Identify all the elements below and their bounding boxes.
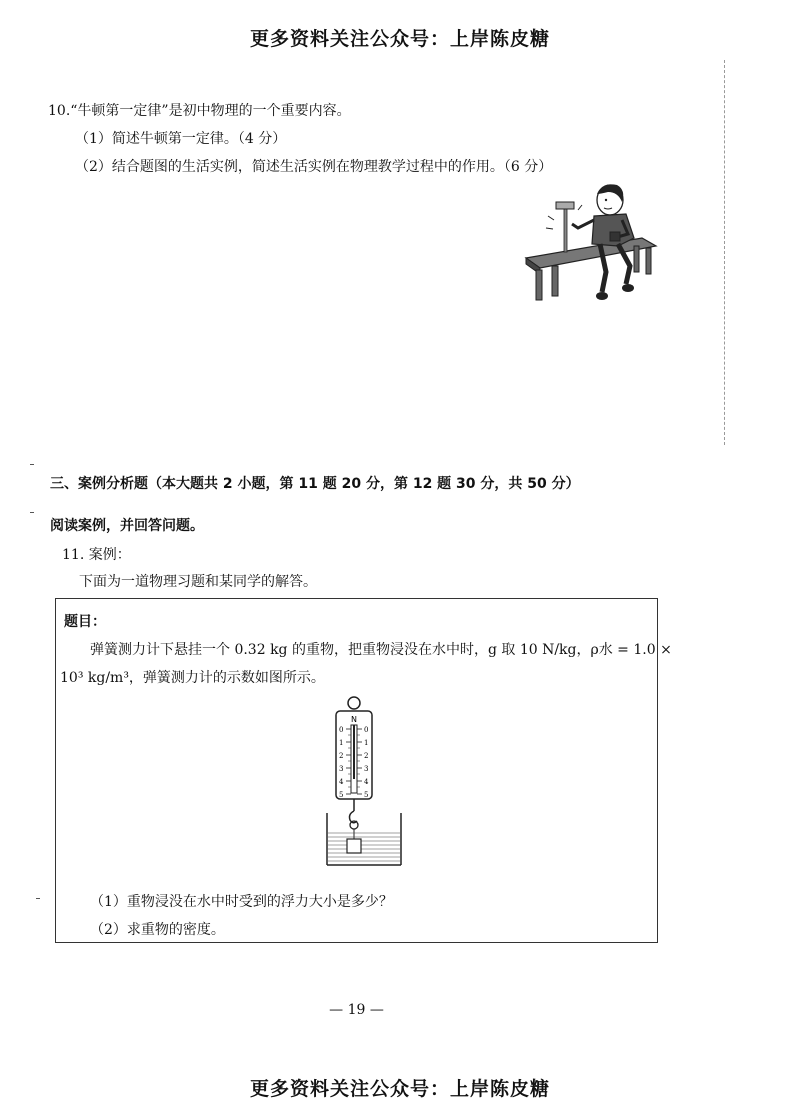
svg-text:0: 0	[364, 726, 369, 734]
footer-banner: 更多资料关注公众号：上岸陈皮糖	[249, 1078, 550, 1100]
case-sub2: （2）求重物的密度。	[90, 922, 225, 938]
svg-text:5: 5	[339, 791, 344, 799]
q10-part2: （2）结合题图的生活实例，简述生活实例在物理教学过程中的作用。（6 分）	[75, 159, 553, 175]
case-heading: 题目：	[64, 614, 106, 630]
spring-scale-figure	[324, 695, 406, 867]
svg-text:5: 5	[364, 791, 369, 799]
svg-text:0: 0	[339, 726, 344, 734]
svg-text:1: 1	[364, 739, 369, 747]
svg-text:4: 4	[364, 778, 369, 786]
section3-instruction: 阅读案例，并回答问题。	[50, 518, 204, 534]
svg-text:3: 3	[364, 765, 369, 773]
margin-rule	[724, 60, 725, 445]
q11-intro: 下面为一道物理习题和某同学的解答。	[79, 574, 317, 590]
svg-text:1: 1	[339, 739, 344, 747]
svg-text:4: 4	[339, 778, 344, 786]
case-text-line1: 弹簧测力计下悬挂一个 0.32 kg 的重物，把重物浸没在水中时，g 取 10 N/kg，ρ水 = 1.0 ×	[90, 642, 672, 658]
svg-text:3: 3	[339, 765, 344, 773]
section3-title: 三、案例分析题（本大题共 2 小题，第 11 题 20 分，第 12 题 30 分，共 50 分）	[50, 476, 580, 492]
header-banner: 更多资料关注公众号：上岸陈皮糖	[249, 28, 550, 50]
page-number: — 19 —	[329, 1002, 384, 1018]
q10-stem: 10.“牛顿第一定律”是初中物理的一个重要内容。	[48, 103, 351, 119]
case-text-line2: 10³ kg/m³，弹簧测力计的示数如图所示。	[60, 670, 325, 686]
svg-text:2: 2	[339, 752, 344, 760]
case-sub1: （1）重物浸没在水中时受到的浮力大小是多少？	[90, 894, 393, 910]
case-box	[55, 598, 672, 943]
boy-hammer-illustration	[522, 180, 662, 305]
q10-part1: （1）简述牛顿第一定律。（4 分）	[75, 131, 287, 147]
svg-text:2: 2	[364, 752, 369, 760]
q11-label: 11. 案例：	[62, 547, 131, 563]
scale-unit: N	[351, 715, 357, 724]
